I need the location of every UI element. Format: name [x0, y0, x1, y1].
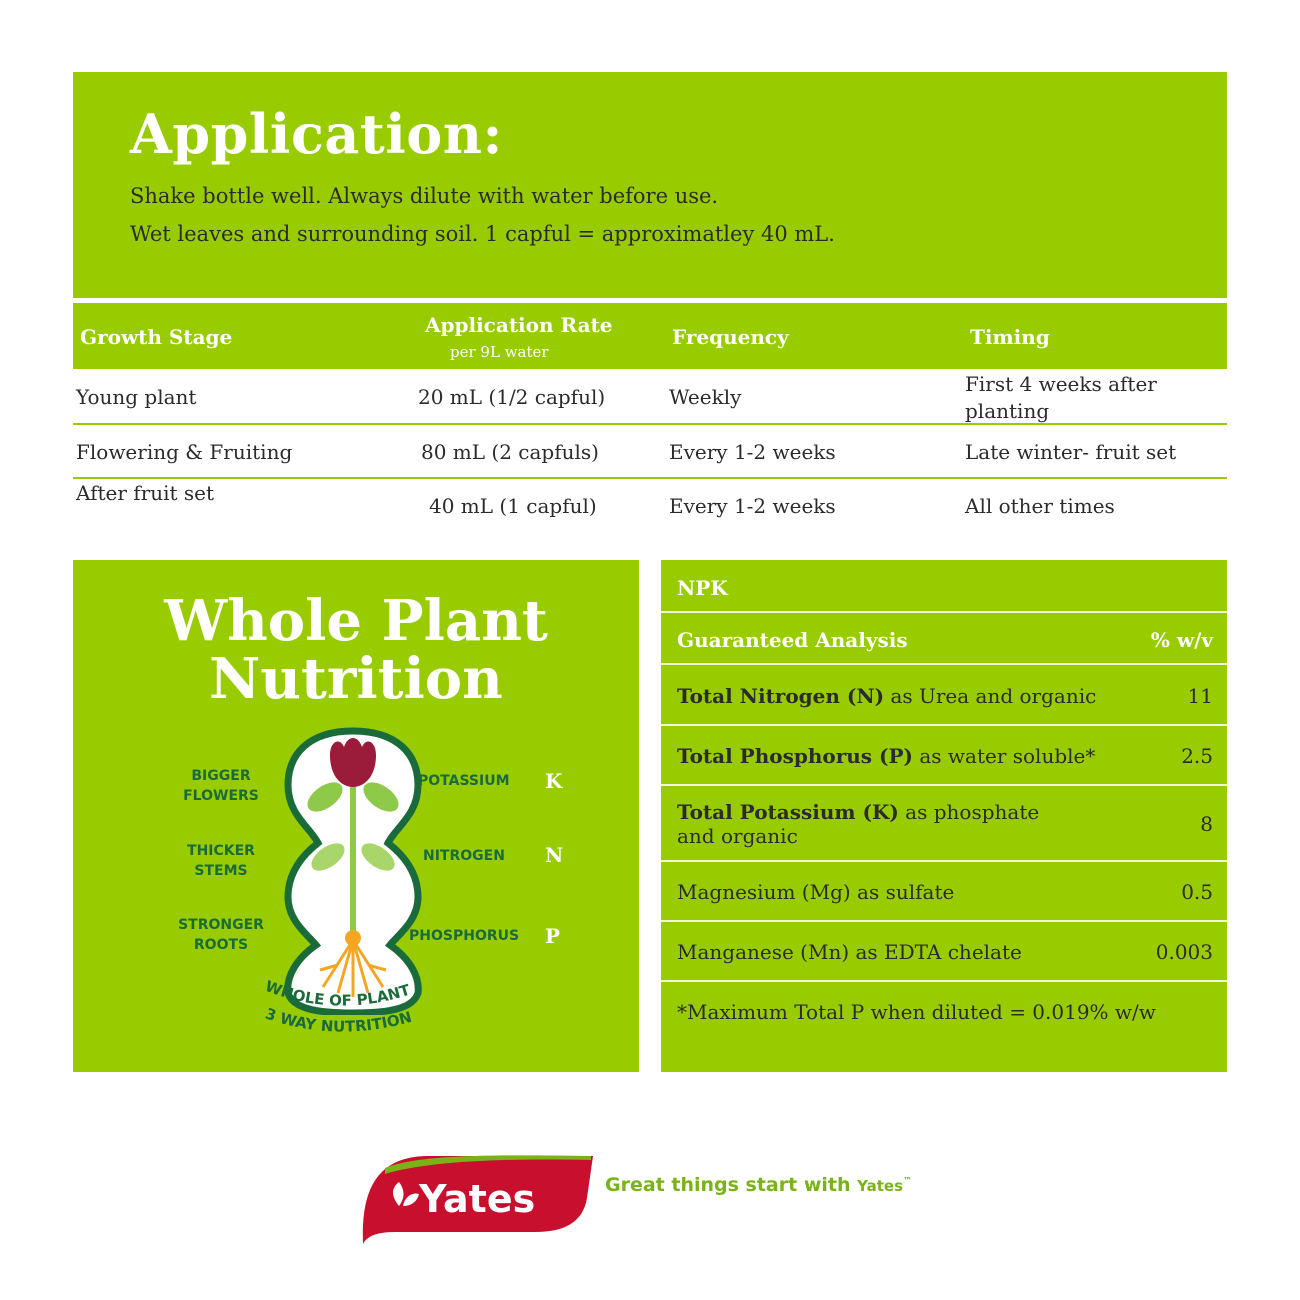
application-instruction-1: Shake bottle well. Always dilute with water before use. [130, 184, 719, 208]
benefit-stronger-roots: STRONGER ROOTS [178, 917, 264, 953]
npk-divider [661, 784, 1227, 786]
nutrition-title-line-1: Whole Plant [164, 588, 548, 654]
npk-divider [661, 611, 1227, 613]
row-after-fruit-stage: After fruit set [76, 481, 215, 505]
npk-value-nitrogen: 11 [1187, 684, 1213, 708]
row-young-frequency: Weekly [669, 385, 742, 409]
nutrient-nitrogen: NITROGEN [423, 848, 505, 864]
benefit-bigger-flowers: BIGGER FLOWERS [183, 768, 259, 804]
root-bulb-shape [345, 930, 361, 946]
whole-of-plant-arc-text [223, 968, 463, 1048]
row-after-fruit-rate: 40 mL (1 capful) [429, 494, 597, 518]
nutrition-panel [73, 560, 639, 1072]
npk-divider [661, 920, 1227, 922]
npk-value-phosphorus: 2.5 [1181, 744, 1213, 768]
logo-text: Yates [419, 1177, 536, 1221]
npk-row-phosphorus: Total Phosphorus (P) as water soluble* [677, 744, 1096, 768]
header-growth-stage: Growth Stage [80, 325, 233, 349]
header-application-rate-sub: per 9L water [450, 343, 549, 361]
nutrient-letter-k: K [545, 769, 563, 793]
header-application-rate: Application Rate [425, 313, 613, 337]
nutrient-letter-p: P [545, 924, 561, 948]
nutrient-potassium: POTASSIUM [418, 773, 510, 789]
row-flowering-frequency: Every 1-2 weeks [669, 440, 836, 464]
application-title: Application: [130, 102, 503, 166]
row-young-timing: First 4 weeks after [965, 372, 1157, 396]
row-young-timing-cont: planting [965, 399, 1050, 423]
yates-logo [355, 1152, 595, 1247]
npk-row-manganese: Manganese (Mn) as EDTA chelate [677, 940, 1022, 964]
row-divider [73, 477, 1227, 479]
npk-panel [661, 560, 1227, 1072]
row-divider [73, 423, 1227, 425]
row-flowering-timing: Late winter- fruit set [965, 440, 1177, 464]
application-instruction-2: Wet leaves and surrounding soil. 1 capful = approximatley 40 mL. [130, 222, 835, 246]
npk-divider [661, 860, 1227, 862]
guaranteed-analysis-label: Guaranteed Analysis [677, 628, 908, 652]
header-frequency: Frequency [672, 325, 789, 349]
row-flowering-stage: Flowering & Fruiting [76, 440, 293, 464]
unit-label: % w/v [1150, 628, 1213, 652]
stem-shape [350, 785, 356, 940]
tagline: Great things start with Yates™ [605, 1174, 913, 1196]
npk-row-magnesium: Magnesium (Mg) as sulfate [677, 880, 955, 904]
npk-divider [661, 980, 1227, 982]
rate-table-header [73, 303, 1227, 369]
npk-title: NPK [677, 576, 728, 600]
npk-row-nitrogen: Total Nitrogen (N) as Urea and organic [677, 684, 1097, 708]
npk-divider [661, 663, 1227, 665]
npk-value-potassium: 8 [1200, 812, 1213, 836]
benefit-thicker-stems: THICKER STEMS [187, 843, 255, 879]
arc-text-line-2: 3 WAY NUTRITION [262, 1004, 414, 1036]
arc-text-line-1: WHOLE OF PLANT [262, 977, 413, 1010]
npk-value-magnesium: 0.5 [1181, 880, 1213, 904]
row-flowering-rate: 80 mL (2 capfuls) [421, 440, 599, 464]
row-after-fruit-timing: All other times [965, 494, 1115, 518]
npk-footnote: *Maximum Total P when diluted = 0.019% w/w [677, 1000, 1156, 1024]
row-young-rate: 20 mL (1/2 capful) [418, 385, 606, 409]
nutrient-phosphorus: PHOSPHORUS [409, 928, 520, 944]
row-young-stage: Young plant [76, 385, 197, 409]
row-after-fruit-frequency: Every 1-2 weeks [669, 494, 836, 518]
nutrient-letter-n: N [545, 843, 564, 867]
npk-value-manganese: 0.003 [1155, 940, 1213, 964]
header-timing: Timing [970, 325, 1050, 349]
npk-row-potassium-cont: and organic [677, 824, 798, 848]
npk-row-potassium: Total Potassium (K) as phosphate [677, 800, 1040, 824]
nutrition-title-line-2: Nutrition [209, 646, 503, 712]
npk-divider [661, 724, 1227, 726]
application-panel [73, 72, 1227, 298]
